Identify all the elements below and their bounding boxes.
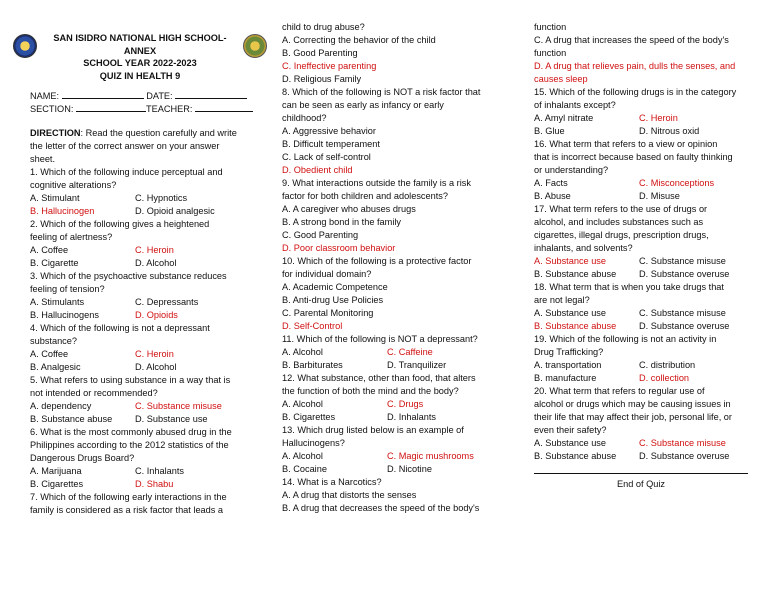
correct-choice: D. collection	[639, 373, 690, 383]
choice: D. Substance overuse	[639, 269, 730, 279]
choice: A. Substance use	[534, 308, 607, 318]
question-line: A. A caregiver who abuses drugs	[282, 204, 416, 214]
column-3	[534, 21, 754, 491]
choice: C. Hypnotics	[135, 193, 188, 203]
end-of-quiz: End of Quiz	[616, 479, 665, 489]
question-line: A. Correcting the behavior of the child	[282, 35, 436, 45]
choice: C. Depressants	[135, 297, 199, 307]
question-line: are not legal?	[534, 295, 590, 305]
choice: A. Amyl nitrate	[534, 113, 594, 123]
question-line: 16. What term that refers to a view or opinion	[534, 139, 718, 149]
question-line: can be seen as early as infancy or early	[282, 100, 444, 110]
question-line: 2. Which of the following gives a heightened	[30, 219, 210, 229]
question-line: 17. What term refers to the use of drugs or	[534, 204, 708, 214]
question-line: 13. Which drug listed below is an example of	[282, 425, 464, 435]
choice-row	[30, 257, 250, 270]
question-line: 15. Which of the following drugs is in the category	[534, 87, 737, 97]
correct-choice: C. Substance misuse	[135, 401, 222, 411]
choice: A. Alcohol	[282, 399, 323, 409]
question-line: for individual domain?	[282, 269, 372, 279]
header-text	[39, 32, 241, 82]
correct-choice: B. Substance abuse	[534, 321, 617, 331]
choice: B. Cigarette	[30, 258, 79, 268]
question-line: A. Academic Competence	[282, 282, 388, 292]
choice-row	[30, 478, 250, 491]
question-line: feeling of alertness?	[30, 232, 113, 242]
choice: A. Facts	[534, 178, 568, 188]
choice: B. Cigarettes	[282, 412, 336, 422]
choice: A. Alcohol	[282, 347, 323, 357]
date-field[interactable]	[175, 88, 247, 99]
question-line: even their safety?	[534, 425, 607, 435]
choice-row	[534, 177, 754, 190]
correct-choice: C. Heroin	[135, 349, 174, 359]
correct-choice: C. Misconceptions	[639, 178, 715, 188]
end-divider	[534, 473, 748, 474]
question-line: 8. Which of the following is NOT a risk factor that	[282, 87, 481, 97]
choice-row	[534, 112, 754, 125]
choice: B. manufacture	[534, 373, 597, 383]
question-line: 9. What interactions outside the family is a risk	[282, 178, 471, 188]
question-line: C. Parental Monitoring	[282, 308, 374, 318]
choice-row	[30, 244, 250, 257]
question-line: Drug Trafficking?	[534, 347, 604, 357]
correct-choice: C. Caffeine	[387, 347, 433, 357]
question-line: alcohol, and includes substances such as	[534, 217, 704, 227]
question-line: alcohol or drugs which may be causing issues in	[534, 399, 731, 409]
choice-row	[30, 309, 250, 322]
question-line: B. Good Parenting	[282, 48, 358, 58]
question-line: 14. What is a Narcotics?	[282, 477, 382, 487]
question-line: function	[534, 22, 567, 32]
choice: A. Stimulants	[30, 297, 85, 307]
choice-row	[534, 372, 754, 385]
section-label: SECTION:	[30, 104, 74, 114]
question-line: not intended or recommended?	[30, 388, 158, 398]
choice: C. Substance misuse	[639, 256, 726, 266]
question-line: C. A drug that increases the speed of the body's	[534, 35, 729, 45]
column-3-questions	[534, 21, 754, 463]
choice: B. Hallucinogens	[30, 310, 99, 320]
choice: D. Inhalants	[387, 412, 437, 422]
choice-row	[30, 361, 250, 374]
name-field[interactable]	[62, 88, 144, 99]
choice: A. Alcohol	[282, 451, 323, 461]
choice-row	[30, 205, 250, 218]
choice: A. Coffee	[30, 245, 69, 255]
school-name: SAN ISIDRO NATIONAL HIGH SCHOOL-ANNEX	[53, 33, 227, 56]
direction-text: : Read the question carefully and write	[80, 128, 237, 138]
question-line: their life that may affect their job, personal life, or	[534, 412, 732, 422]
choice-row	[282, 398, 502, 411]
choice-row	[534, 255, 754, 268]
question-line: C. Lack of self-control	[282, 152, 371, 162]
name-label: NAME:	[30, 91, 60, 101]
choice-row	[30, 296, 250, 309]
choice-row	[30, 465, 250, 478]
question-line: 4. Which of the following is not a depressant	[30, 323, 210, 333]
choice-row	[534, 190, 754, 203]
choice: A. Marijuana	[30, 466, 82, 476]
question-line: cognitive alterations?	[30, 180, 117, 190]
question-line: 12. What substance, other than food, that alters	[282, 373, 476, 383]
question-line: cigarettes, illegal drugs, prescription drugs,	[534, 230, 709, 240]
choice: A. Substance use	[534, 438, 607, 448]
choice-row	[282, 463, 502, 476]
correct-choice: B. Hallucinogen	[30, 206, 95, 216]
question-line: that is incorrect because based on faulty thinking	[534, 152, 733, 162]
correct-choice: D. Shabu	[135, 479, 174, 489]
question-line: A. A drug that distorts the senses	[282, 490, 417, 500]
choice: B. Glue	[534, 126, 565, 136]
question-line: child to drug abuse?	[282, 22, 365, 32]
choice: B. Abuse	[534, 191, 571, 201]
choice-row	[534, 359, 754, 372]
question-line: B. A drug that decreases the speed of the body's	[282, 503, 480, 513]
choice-row	[30, 400, 250, 413]
teacher-label: TEACHER:	[145, 104, 193, 114]
question-line: or understanding?	[534, 165, 609, 175]
question-line: of inhalants except?	[534, 100, 616, 110]
choice: D. Alcohol	[135, 362, 177, 372]
choice: D. Opioid analgesic	[135, 206, 215, 216]
direction-label: DIRECTION	[30, 128, 81, 138]
correct-choice: C. Heroin	[135, 245, 174, 255]
choice-row	[534, 450, 754, 463]
deped-seal-icon	[243, 34, 267, 58]
question-line: feeling of tension?	[30, 284, 105, 294]
question-line: Dangerous Drugs Board?	[30, 453, 135, 463]
question-line: B. Difficult temperament	[282, 139, 380, 149]
correct-choice: C. Drugs	[387, 399, 424, 409]
correct-answer-line: D. Self-Control	[282, 321, 343, 331]
choice: A. Stimulant	[30, 193, 80, 203]
choice: C. Substance misuse	[639, 308, 726, 318]
teacher-field[interactable]	[195, 101, 253, 112]
question-line: inhalants, and solvents?	[534, 243, 633, 253]
choice-row	[282, 346, 502, 359]
question-line: 11. Which of the following is NOT a depressant?	[282, 334, 478, 344]
correct-choice: C. Substance misuse	[639, 438, 726, 448]
question-line: 5. What refers to using substance in a way that is	[30, 375, 231, 385]
correct-choice: D. Opioids	[135, 310, 178, 320]
question-line: 6. What is the most commonly abused drug in the	[30, 427, 232, 437]
choice: D. Substance overuse	[639, 451, 730, 461]
question-line: function	[534, 48, 567, 58]
correct-answer-line: D. Poor classroom behavior	[282, 243, 396, 253]
school-seal-icon	[13, 34, 37, 58]
choice: D. Substance overuse	[639, 321, 730, 331]
question-line: family is considered as a risk factor that leads a	[30, 505, 224, 515]
question-line: 7. Which of the following early interactions in the	[30, 492, 227, 502]
correct-answer-line: causes sleep	[534, 74, 588, 84]
direction-line: the letter of the correct answer on your answer	[30, 141, 220, 151]
correct-choice: A. Substance use	[534, 256, 607, 266]
section-teacher-row	[30, 101, 253, 114]
section-field[interactable]	[76, 101, 146, 112]
question-line: 1. Which of the following induce perceptual and	[30, 167, 223, 177]
choice: D. Nitrous oxid	[639, 126, 700, 136]
choice: A. Coffee	[30, 349, 69, 359]
question-line: Philippines according to the 2012 statistics of the	[30, 440, 229, 450]
choice: B. Analgesic	[30, 362, 81, 372]
question-line: factor for both children and adolescents?	[282, 191, 448, 201]
choice-row	[282, 359, 502, 372]
quiz-header	[13, 32, 267, 81]
choice: B. Cigarettes	[30, 479, 84, 489]
choice-row	[282, 450, 502, 463]
choice: D. Tranquilizer	[387, 360, 447, 370]
question-line: B. A strong bond in the family	[282, 217, 401, 227]
choice-row	[534, 437, 754, 450]
choice: C. Inhalants	[135, 466, 185, 476]
date-label: DATE:	[146, 91, 173, 101]
choice: B. Substance abuse	[534, 451, 617, 461]
choice-row	[30, 413, 250, 426]
choice: B. Cocaine	[282, 464, 327, 474]
choice: B. Substance abuse	[534, 269, 617, 279]
column-1-questions	[30, 166, 250, 517]
question-line: 20. What term that refers to regular use of	[534, 386, 705, 396]
choice: D. Substance use	[135, 414, 208, 424]
correct-choice: C. Heroin	[639, 113, 678, 123]
correct-answer-line: D. A drug that relieves pain, dulls the senses, and	[534, 61, 736, 71]
choice: D. Nicotine	[387, 464, 432, 474]
choice: C. distribution	[639, 360, 696, 370]
question-line: 19. Which of the following is not an activity in	[534, 334, 717, 344]
direction-line	[30, 127, 250, 140]
correct-choice: C. Magic mushrooms	[387, 451, 474, 461]
choice-row	[30, 192, 250, 205]
question-line: 10. Which of the following is a protective factor	[282, 256, 472, 266]
choice-row	[534, 320, 754, 333]
question-line: childhood?	[282, 113, 327, 123]
choice: A. transportation	[534, 360, 602, 370]
name-date-row	[30, 88, 247, 101]
choice: B. Barbiturates	[282, 360, 343, 370]
choice-row	[534, 125, 754, 138]
question-line: the function of both the mind and the body?	[282, 386, 459, 396]
direction-line: sheet.	[30, 154, 56, 164]
question-line: 18. What term that is when you take drugs that	[534, 282, 724, 292]
choice-row	[282, 411, 502, 424]
question-line: D. Religious Family	[282, 74, 362, 84]
choice: B. Substance abuse	[30, 414, 113, 424]
choice-row	[30, 348, 250, 361]
choice-row	[534, 307, 754, 320]
question-line: B. Anti-drug Use Policies	[282, 295, 384, 305]
question-line: 3. Which of the psychoactive substance reduces	[30, 271, 227, 281]
choice-row	[534, 268, 754, 281]
column-2-questions	[282, 21, 502, 515]
column-2	[282, 21, 502, 515]
choice: D. Alcohol	[135, 258, 177, 268]
correct-answer-line: D. Obedient child	[282, 165, 353, 175]
correct-answer-line: C. Ineffective parenting	[282, 61, 377, 71]
question-line: substance?	[30, 336, 77, 346]
question-line: A. Aggressive behavior	[282, 126, 376, 136]
school-year: SCHOOL YEAR 2022-2023	[83, 58, 197, 68]
quiz-title: QUIZ IN HEALTH 9	[99, 70, 181, 81]
question-line: Hallucinogens?	[282, 438, 345, 448]
choice: D. Misuse	[639, 191, 680, 201]
choice: A. dependency	[30, 401, 92, 411]
column-1	[30, 127, 250, 517]
question-line: C. Good Parenting	[282, 230, 359, 240]
